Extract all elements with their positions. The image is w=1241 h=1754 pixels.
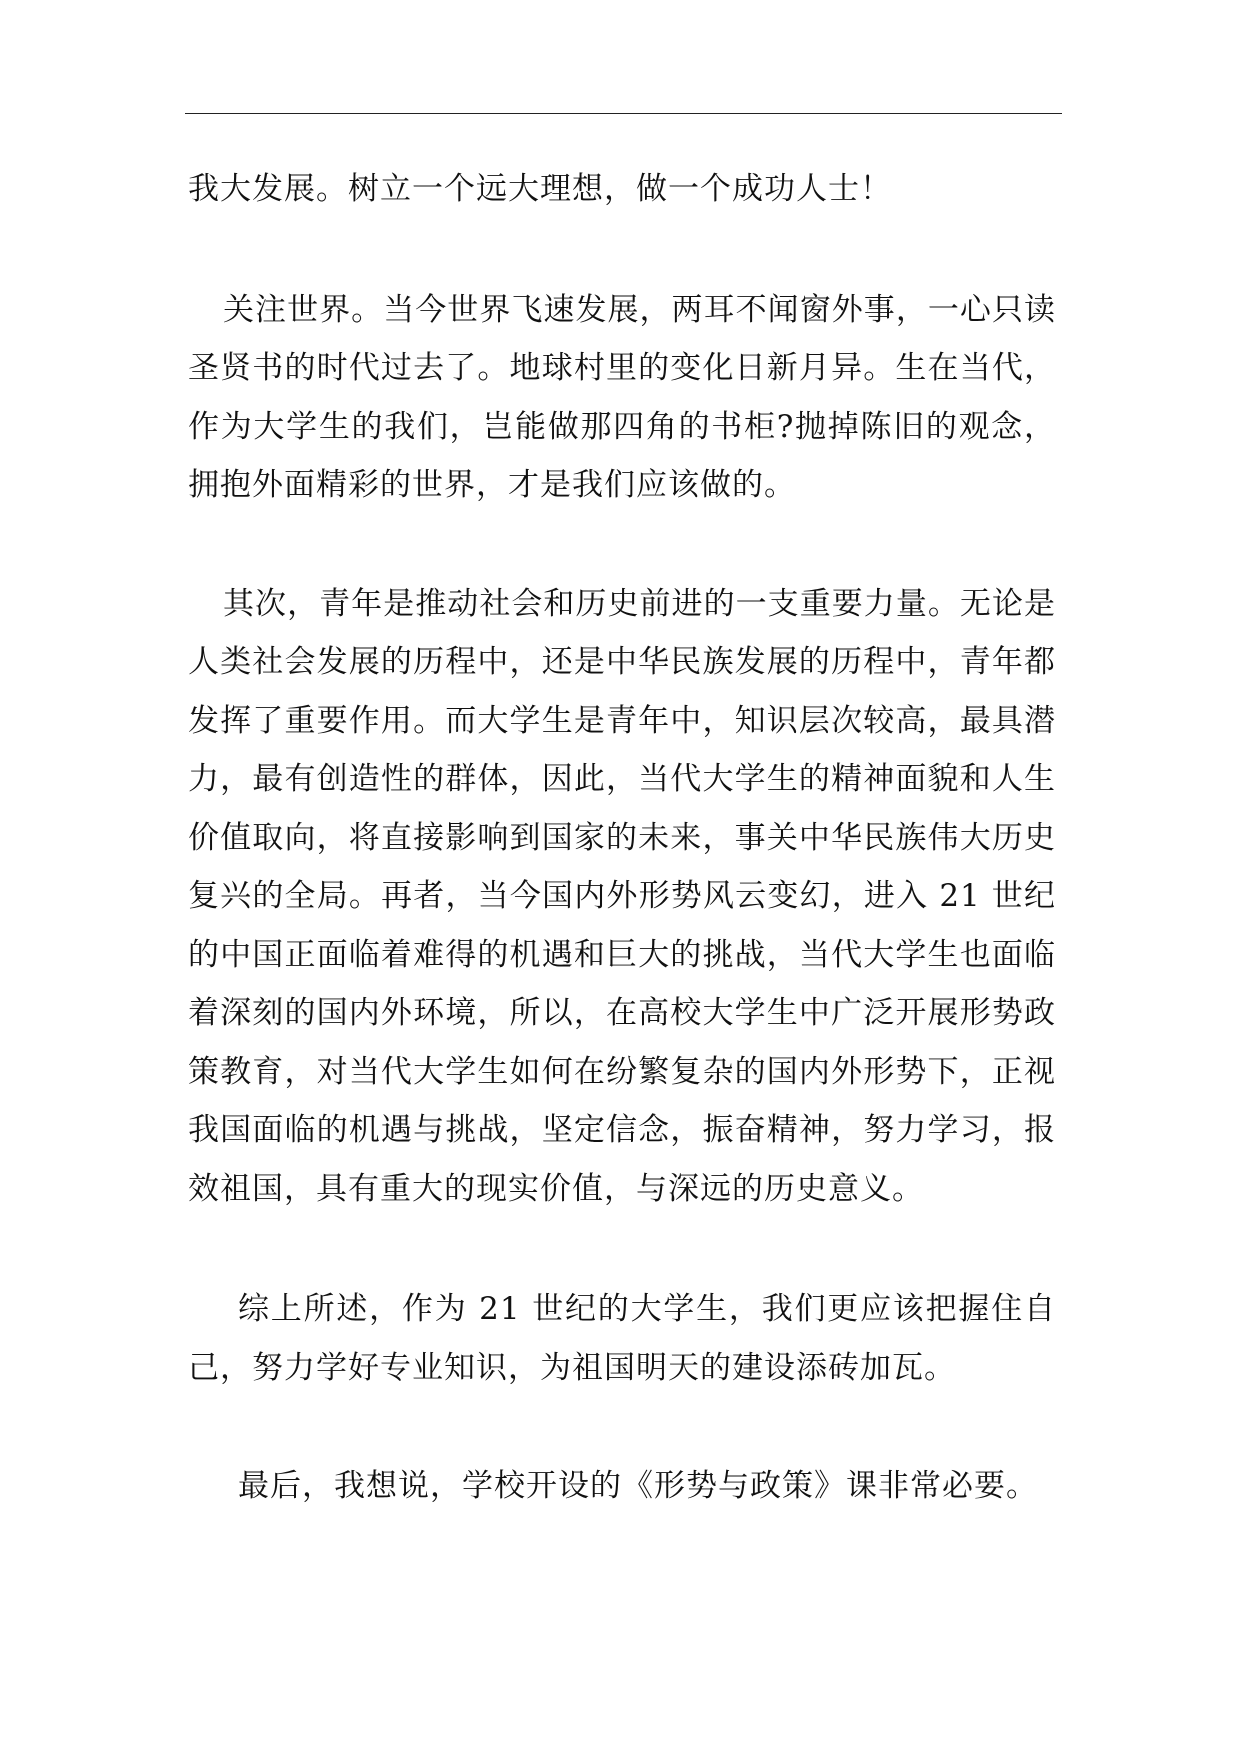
paragraph-youth-role: 其次，青年是推动社会和历史前进的一支重要力量。无论是人类社会发展的历程中，还是中华民族发展的历程中，青年都发挥了重要作用。而大学生是青年中，知识层次较高，最具潜力，最有创造性的群体，因此，当代大学生的精神面貌和人生价值取向，将直接影响到国家的未来，事关中华民族伟大历史复兴的全局。再者，当今国内外形势风云变幻，进入 21 世纪的中国正面临着难得的机遇和巨大的挑战，当代大学生也面临着深刻的国内外环境，所以，在高校大学生中广泛开展形势政策教育，对当代大学生如何在纷繁复杂的国内外形势下，正视我国面临的机遇与挑战，坚定信念，振奋精神，努力学习，报效祖国，具有重大的现实价值，与深远的历史意义。: [188, 585, 1056, 1207]
paragraph-focus-world: 关注世界。当今世界飞速发展，两耳不闻窗外事，一心只读圣贤书的时代过去了。地球村里的变化日新月异。生在当代，作为大学生的我们，岂能做那四角的书柜?抛掉陈旧的观念，拥抱外面精彩的世界，才是我们应该做的。: [188, 291, 1056, 503]
paragraph-closing: 最后，我想说，学校开设的《形势与政策》课非常必要。: [238, 1468, 1038, 1504]
paragraph-continuation: 我大发展。树立一个远大理想，做一个成功人士！: [188, 171, 892, 207]
header-rule: [185, 113, 1062, 114]
document-body: [188, 160, 1056, 1516]
paragraph-summary: 综上所述，作为 21 世纪的大学生，我们更应该把握住自己，努力学好专业知识，为祖国明天的建设添砖加瓦。: [188, 1291, 1056, 1386]
